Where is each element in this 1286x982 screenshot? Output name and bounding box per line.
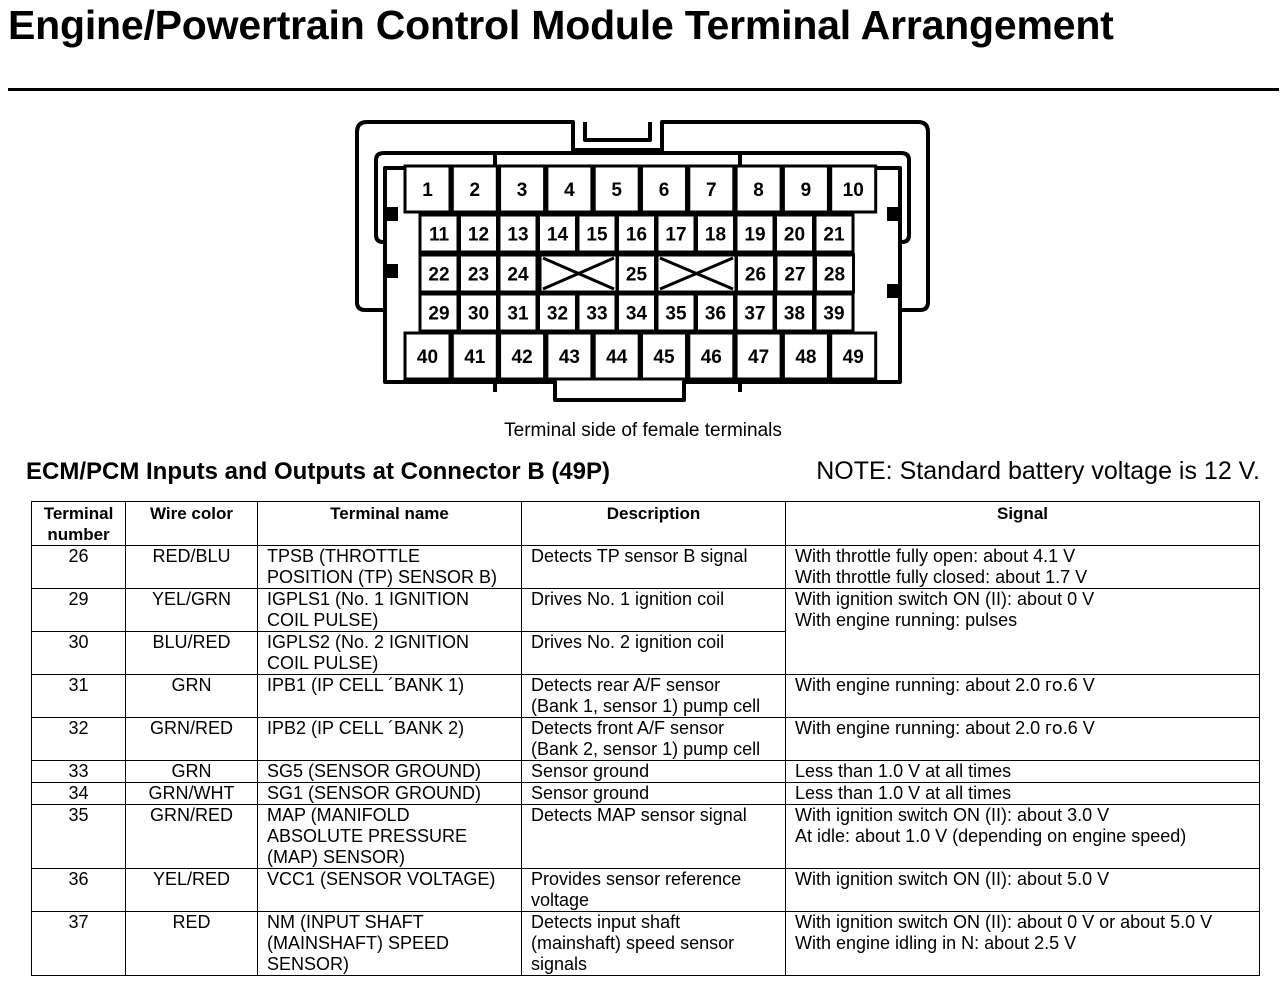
cell-wire-color: BLU/RED bbox=[126, 632, 258, 675]
header-terminal-name: Terminal name bbox=[258, 502, 522, 546]
cell-description-line: Detects rear A/F sensor bbox=[531, 675, 721, 695]
terminal-pin-label: 30 bbox=[467, 303, 490, 325]
table-row bbox=[32, 783, 1260, 805]
terminal-pin-label: 8 bbox=[753, 180, 764, 201]
cell-terminal-name bbox=[258, 912, 522, 976]
cell-signal bbox=[786, 783, 1260, 805]
terminal-pin-label: 41 bbox=[464, 347, 486, 368]
cell-terminal-name-line: IPB1 (IP CELL ´BANK 1) bbox=[267, 675, 465, 695]
cell-description-line: Sensor ground bbox=[531, 783, 650, 803]
cell-terminal-name-line: COIL PULSE) bbox=[267, 653, 379, 673]
terminal-pin-label: 20 bbox=[783, 224, 806, 246]
cell-description bbox=[522, 718, 786, 761]
cell-terminal-name bbox=[258, 589, 522, 632]
cell-signal bbox=[786, 718, 1260, 761]
cell-terminal-name-line: NM (INPUT SHAFT bbox=[267, 912, 424, 932]
cell-terminal-name bbox=[258, 675, 522, 718]
terminal-pin-label: 12 bbox=[467, 224, 490, 246]
terminal-pin-label: 18 bbox=[704, 224, 727, 246]
table-row bbox=[32, 869, 1260, 912]
terminal-pin-label: 19 bbox=[744, 224, 766, 246]
cell-terminal-number: 31 bbox=[32, 675, 126, 718]
latch-pin bbox=[386, 207, 398, 221]
cell-signal-line: With engine running: about 2.0 гօ.6 V bbox=[795, 675, 1095, 695]
cell-description bbox=[522, 869, 786, 912]
cell-description bbox=[522, 783, 786, 805]
cell-signal bbox=[786, 805, 1260, 869]
cell-signal-line: With ignition switch ON (II): about 0 V bbox=[795, 589, 1095, 609]
cell-description bbox=[522, 761, 786, 783]
cell-signal-line: Less than 1.0 V at all times bbox=[795, 783, 1012, 803]
terminal-pin-label: 47 bbox=[748, 347, 770, 368]
cell-terminal-number: 37 bbox=[32, 912, 126, 976]
terminal-pin-label: 38 bbox=[783, 303, 806, 325]
cell-signal-line: With ignition switch ON (II): about 3.0 V bbox=[795, 805, 1110, 825]
table-row bbox=[32, 912, 1260, 976]
terminal-pin-label: 16 bbox=[625, 224, 648, 246]
cell-signal bbox=[786, 869, 1260, 912]
cell-signal-line: With engine running: about 2.0 гօ.6 V bbox=[795, 718, 1095, 738]
cell-description-line: Detects front A/F sensor bbox=[531, 718, 725, 738]
cell-description-line: Provides sensor reference bbox=[531, 869, 742, 889]
cell-terminal-name bbox=[258, 869, 522, 912]
cell-wire-color: GRN bbox=[126, 761, 258, 783]
cell-wire-color: RED bbox=[126, 912, 258, 976]
cell-description bbox=[522, 805, 786, 869]
cell-terminal-number: 26 bbox=[32, 546, 126, 589]
cell-wire-color: YEL/GRN bbox=[126, 589, 258, 632]
table-row bbox=[32, 718, 1260, 761]
latch-pin bbox=[887, 284, 899, 298]
cell-signal bbox=[786, 589, 1260, 675]
latch-pin bbox=[887, 207, 899, 221]
cell-terminal-name bbox=[258, 805, 522, 869]
cell-description-line: (Bank 2, sensor 1) pump cell bbox=[531, 739, 761, 759]
cell-description bbox=[522, 589, 786, 632]
terminal-pin-label: 49 bbox=[842, 347, 864, 368]
cell-signal-line: Less than 1.0 V at all times bbox=[795, 761, 1012, 781]
terminal-pin-label: 28 bbox=[823, 264, 846, 286]
cell-description-line: Drives No. 1 ignition coil bbox=[531, 589, 725, 609]
terminal-pin-label: 17 bbox=[665, 224, 687, 246]
cell-description-line: voltage bbox=[531, 890, 590, 910]
cell-terminal-name-line: IGPLS1 (No. 1 IGNITION bbox=[267, 589, 470, 609]
cell-terminal-number: 29 bbox=[32, 589, 126, 632]
cell-terminal-name-line: IGPLS2 (No. 2 IGNITION bbox=[267, 632, 470, 652]
connector-diagram bbox=[0, 0, 1286, 420]
table-row bbox=[32, 805, 1260, 869]
cell-signal-line: With throttle fully open: about 4.1 V bbox=[795, 546, 1076, 566]
terminal-pin-label: 5 bbox=[611, 180, 622, 201]
table-row bbox=[32, 546, 1260, 589]
cell-terminal-name-line: SG5 (SENSOR GROUND) bbox=[267, 761, 482, 781]
table-row bbox=[32, 761, 1260, 783]
cell-terminal-name-line: (MAINSHAFT) SPEED bbox=[267, 933, 450, 953]
cell-wire-color: GRN bbox=[126, 675, 258, 718]
cell-description-line: Sensor ground bbox=[531, 761, 650, 781]
terminal-pin-label: 45 bbox=[653, 347, 675, 368]
cell-signal-line: With throttle fully closed: about 1.7 V bbox=[795, 567, 1088, 587]
cell-signal bbox=[786, 675, 1260, 718]
cell-description-line: (Bank 1, sensor 1) pump cell bbox=[531, 696, 761, 716]
cell-description bbox=[522, 675, 786, 718]
terminal-pin-label: 6 bbox=[658, 180, 670, 201]
cell-terminal-name bbox=[258, 761, 522, 783]
terminal-pin-label: 13 bbox=[507, 224, 529, 246]
cell-description-line: (mainshaft) speed sensor bbox=[531, 933, 735, 953]
cell-terminal-name-line: COIL PULSE) bbox=[267, 610, 379, 630]
terminal-pin-label: 43 bbox=[558, 347, 580, 368]
terminal-pin-label: 25 bbox=[625, 264, 648, 286]
cell-terminal-name-line: (MAP) SENSOR) bbox=[267, 847, 406, 867]
latch-pin bbox=[386, 264, 398, 278]
terminal-pin-label: 23 bbox=[467, 264, 490, 286]
cell-terminal-name-line: POSITION (TP) SENSOR B) bbox=[267, 567, 498, 587]
table-row bbox=[32, 675, 1260, 718]
terminal-pin-label: 24 bbox=[507, 264, 529, 286]
cell-signal-line: With engine idling in N: about 2.5 V bbox=[795, 933, 1077, 953]
terminal-pin-label: 34 bbox=[625, 303, 648, 325]
cell-description-line: signals bbox=[531, 954, 588, 974]
terminal-pin-label: 32 bbox=[546, 303, 569, 325]
cell-description-line: Detects input shaft bbox=[531, 912, 681, 932]
cell-description bbox=[522, 632, 786, 675]
cell-terminal-name-line: VCC1 (SENSOR VOLTAGE) bbox=[267, 869, 496, 889]
terminal-pin-label: 33 bbox=[586, 303, 608, 325]
cell-signal bbox=[786, 912, 1260, 976]
cell-terminal-number: 34 bbox=[32, 783, 126, 805]
terminal-pin-label: 14 bbox=[546, 224, 569, 246]
terminal-pin-label: 31 bbox=[507, 303, 529, 325]
header-terminal-number: Terminal number bbox=[32, 502, 126, 546]
cell-terminal-name bbox=[258, 718, 522, 761]
terminal-pin-label: 4 bbox=[564, 180, 575, 201]
cell-terminal-number: 36 bbox=[32, 869, 126, 912]
terminal-pin-label: 7 bbox=[706, 180, 717, 201]
cell-wire-color: YEL/RED bbox=[126, 869, 258, 912]
terminal-pin-label: 36 bbox=[704, 303, 727, 325]
terminal-pin-label: 2 bbox=[469, 180, 481, 201]
header-description: Description bbox=[522, 502, 786, 546]
terminal-pin-label: 29 bbox=[428, 303, 450, 325]
page-title: Engine/Powertrain Control Module Terminal Arrangement bbox=[8, 2, 1114, 48]
cell-description-line: Drives No. 2 ignition coil bbox=[531, 632, 725, 652]
cell-terminal-name-line: TPSB (THROTTLE bbox=[267, 546, 421, 566]
header-wire-color: Wire color bbox=[126, 502, 258, 546]
voltage-note: NOTE: Standard battery voltage is 12 V. bbox=[816, 457, 1260, 485]
terminal-pin-label: 48 bbox=[795, 347, 817, 368]
connector-caption: Terminal side of female terminals bbox=[504, 420, 782, 441]
cell-terminal-name bbox=[258, 546, 522, 589]
terminal-pin-label: 10 bbox=[842, 180, 864, 201]
cell-signal bbox=[786, 546, 1260, 589]
cell-terminal-number: 33 bbox=[32, 761, 126, 783]
terminal-pin-label: 11 bbox=[428, 224, 450, 246]
cell-description bbox=[522, 912, 786, 976]
terminal-table bbox=[31, 501, 1260, 976]
cell-terminal-name bbox=[258, 632, 522, 675]
section-title: ECM/PCM Inputs and Outputs at Connector B (49P) bbox=[26, 458, 611, 485]
cell-terminal-name bbox=[258, 783, 522, 805]
table-row bbox=[32, 589, 1260, 632]
terminal-pin-label: 27 bbox=[784, 264, 806, 286]
terminal-pin-label: 37 bbox=[744, 303, 766, 325]
header-signal: Signal bbox=[786, 502, 1260, 546]
terminal-pin-label: 3 bbox=[516, 180, 528, 201]
terminal-pin-label: 44 bbox=[606, 347, 628, 368]
cell-signal-line: With engine running: pulses bbox=[795, 610, 1018, 630]
cell-terminal-name-line: ABSOLUTE PRESSURE bbox=[267, 826, 468, 846]
terminal-pin-label: 46 bbox=[700, 347, 722, 368]
cell-signal-line: With ignition switch ON (II): about 0 V or about 5.0 V bbox=[795, 912, 1213, 932]
cell-terminal-number: 32 bbox=[32, 718, 126, 761]
terminal-pin-label: 40 bbox=[416, 347, 439, 368]
cell-wire-color: GRN/RED bbox=[126, 805, 258, 869]
cell-signal-line: At idle: about 1.0 V (depending on engine speed) bbox=[795, 826, 1187, 846]
cell-wire-color: RED/BLU bbox=[126, 546, 258, 589]
cell-terminal-number: 35 bbox=[32, 805, 126, 869]
terminal-pin-label: 9 bbox=[800, 180, 812, 201]
terminal-pin-label: 22 bbox=[428, 264, 450, 286]
cell-terminal-number: 30 bbox=[32, 632, 126, 675]
terminal-pin-label: 35 bbox=[665, 303, 687, 325]
cell-description-line: Detects TP sensor B signal bbox=[531, 546, 748, 566]
cell-terminal-name-line: IPB2 (IP CELL ´BANK 2) bbox=[267, 718, 465, 738]
cell-description-line: Detects MAP sensor signal bbox=[531, 805, 747, 825]
terminal-pin-label: 26 bbox=[744, 264, 767, 286]
terminal-pin-label: 21 bbox=[823, 224, 845, 246]
terminal-pin-label: 1 bbox=[422, 180, 433, 201]
cell-wire-color: GRN/RED bbox=[126, 718, 258, 761]
terminal-pin-label: 39 bbox=[823, 303, 845, 325]
cell-wire-color: GRN/WHT bbox=[126, 783, 258, 805]
terminal-pin-label: 42 bbox=[511, 347, 533, 368]
cell-description bbox=[522, 546, 786, 589]
cell-terminal-name-line: SENSOR) bbox=[267, 954, 350, 974]
cell-terminal-name-line: MAP (MANIFOLD bbox=[267, 805, 410, 825]
cell-signal-line: With ignition switch ON (II): about 5.0 V bbox=[795, 869, 1110, 889]
cell-signal bbox=[786, 761, 1260, 783]
cell-terminal-name-line: SG1 (SENSOR GROUND) bbox=[267, 783, 482, 803]
connector-top-tab bbox=[573, 122, 662, 150]
terminal-pin-label: 15 bbox=[586, 224, 608, 246]
